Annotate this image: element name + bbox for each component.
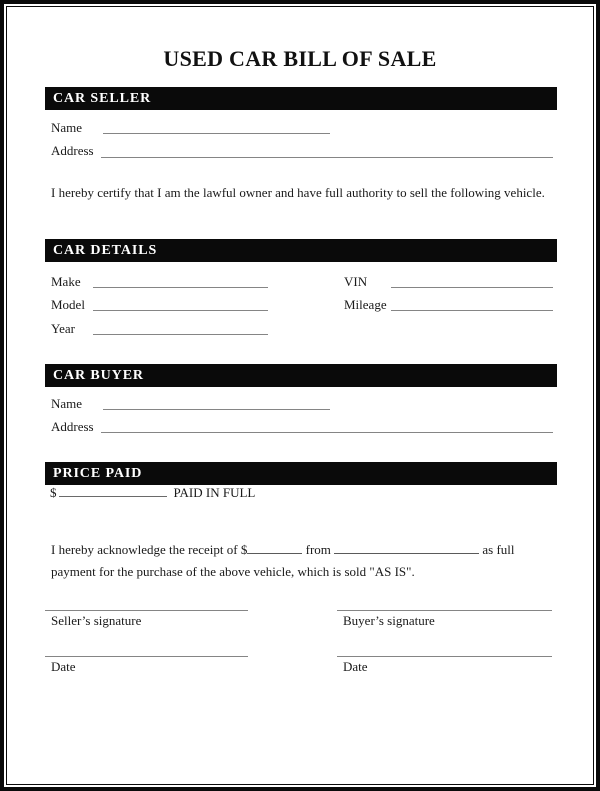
seller-name-label: Name: [51, 120, 83, 135]
model-field-line[interactable]: [93, 310, 268, 311]
vin-label: VIN: [344, 274, 368, 289]
vin-field-line[interactable]: [391, 287, 553, 288]
ack-text-before-amount: I hereby acknowledge the receipt of $: [51, 542, 248, 557]
car-seller-header-label: CAR SELLER: [53, 91, 152, 106]
mileage-field-line[interactable]: [391, 310, 553, 311]
acknowledgement-line1: [51, 540, 515, 560]
buyer-signature-line[interactable]: [337, 610, 552, 611]
ack-text-after-blank: as full: [482, 542, 515, 557]
seller-address-label: Address: [51, 143, 94, 158]
certify-statement: I hereby certify that I am the lawful owner and have full authority to sell the following vehicle.: [51, 185, 545, 200]
year-field-line[interactable]: [93, 334, 268, 335]
section-header-car-details: [45, 239, 557, 262]
car-buyer-header-label: CAR BUYER: [53, 368, 144, 383]
year-label: Year: [51, 321, 75, 336]
buyer-name-field-line[interactable]: [103, 409, 330, 410]
price-paid-header-label: PRICE PAID: [53, 466, 143, 481]
document-title: USED CAR BILL OF SALE: [163, 46, 437, 71]
paid-in-full-label: PAID IN FULL: [173, 485, 256, 500]
buyer-name-label: Name: [51, 396, 83, 411]
buyer-date-label: Date: [343, 659, 368, 674]
make-field-line[interactable]: [93, 287, 268, 288]
car-details-header-label: CAR DETAILS: [53, 243, 158, 258]
seller-name-field-line[interactable]: [103, 133, 330, 134]
seller-signature-line[interactable]: [45, 610, 248, 611]
section-header-car-seller: [45, 87, 557, 110]
mileage-label: Mileage: [344, 297, 387, 312]
ack-amount-field-line[interactable]: [247, 544, 302, 554]
model-label: Model: [51, 297, 85, 312]
buyer-date-line[interactable]: [337, 656, 552, 657]
buyer-address-label: Address: [51, 419, 94, 434]
price-paid-row: [50, 485, 255, 501]
acknowledgement-line2: payment for the purchase of the above vehicle, which is sold "AS IS".: [51, 564, 415, 579]
buyer-address-field-line[interactable]: [101, 432, 553, 433]
currency-symbol: $: [50, 485, 57, 500]
buyer-signature-label: Buyer’s signature: [343, 613, 435, 628]
price-amount-field-line[interactable]: [59, 487, 167, 497]
ack-from-word: from: [305, 542, 331, 557]
seller-signature-label: Seller’s signature: [51, 613, 142, 628]
seller-date-label: Date: [51, 659, 76, 674]
section-header-car-buyer: [45, 364, 557, 387]
section-header-price-paid: [45, 462, 557, 485]
ack-payer-field-line[interactable]: [334, 544, 479, 554]
make-label: Make: [51, 274, 81, 289]
seller-date-line[interactable]: [45, 656, 248, 657]
seller-address-field-line[interactable]: [101, 157, 553, 158]
